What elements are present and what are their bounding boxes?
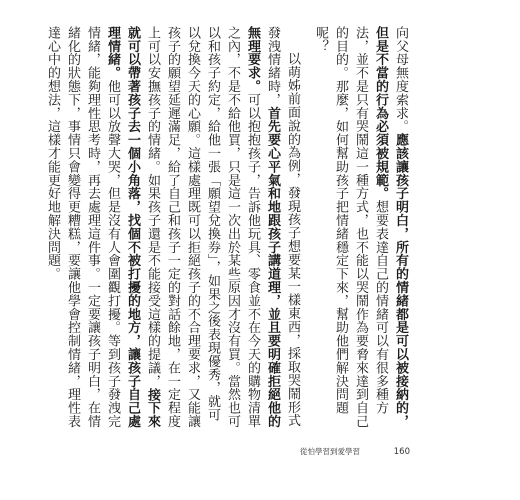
paragraph: [310, 26, 410, 431]
bold-text-run: 首先要心平氣和地跟孩子講道理，並且要明確拒絕他的無理要求。: [245, 26, 280, 429]
bold-text-run: 接下來就可以帶著孩子去一個小角落，找個不被打擾的地方，讓孩子自己處理情緒。: [105, 26, 160, 429]
bold-text-run: 應該讓孩子明白，所有的情緒都是可以被接納的，但是不當的行為必須被規範。: [373, 26, 408, 429]
paragraph: [42, 26, 302, 431]
running-title: 從怕學習到愛學習: [300, 447, 360, 456]
text-run: 想要表達自己的情緒可以有很多種方法，並不是只有哭鬧這一種方式，也不能以哭鬧作為要脅來達到自己的目的。那麼，如何幫助孩子把情緒穩定下來，幫助他們解決問題呢？: [313, 26, 388, 428]
text-run: 他可以放聲大哭，但是沒有人會圍觀打擾。等到孩子發洩完情緒，能夠理性思考時，再去處理這件事。一定要讓孩子明白，在情緒化的狀態下，事情只會變得更糟糕，要讓他學會控制情緒，理性表達心中的想法，這樣才能更好地解決問題。: [45, 26, 120, 429]
text-run: 以萌姊前面說的為例，發現孩子想要某一樣東西，採取哭鬧形式發洩情緒時，: [265, 26, 300, 428]
page-footer: [300, 446, 410, 457]
body-text: [45, 26, 410, 431]
text-run: 向父母無度索求。: [393, 26, 408, 134]
page-number: 160: [393, 447, 410, 457]
text-run: 可以抱抱孩子，告訴他玩具、零食並不在今天的購物清單之內，不是不給他買，只是這一次出於某些原因才沒有買。當然也可以和孩子約定，給他一張「願望兌換券」，如果之後表現優秀，就可以兌換今天的心願。這樣處理既可以拒絕孩子的不合理要求，又能讓孩子的願望延遲滿足，給了自己和孩子一定的對話餘地，在一定程度上可以安撫孩子的情緒。如果孩子還是不能接受這樣的提議，: [145, 26, 260, 428]
